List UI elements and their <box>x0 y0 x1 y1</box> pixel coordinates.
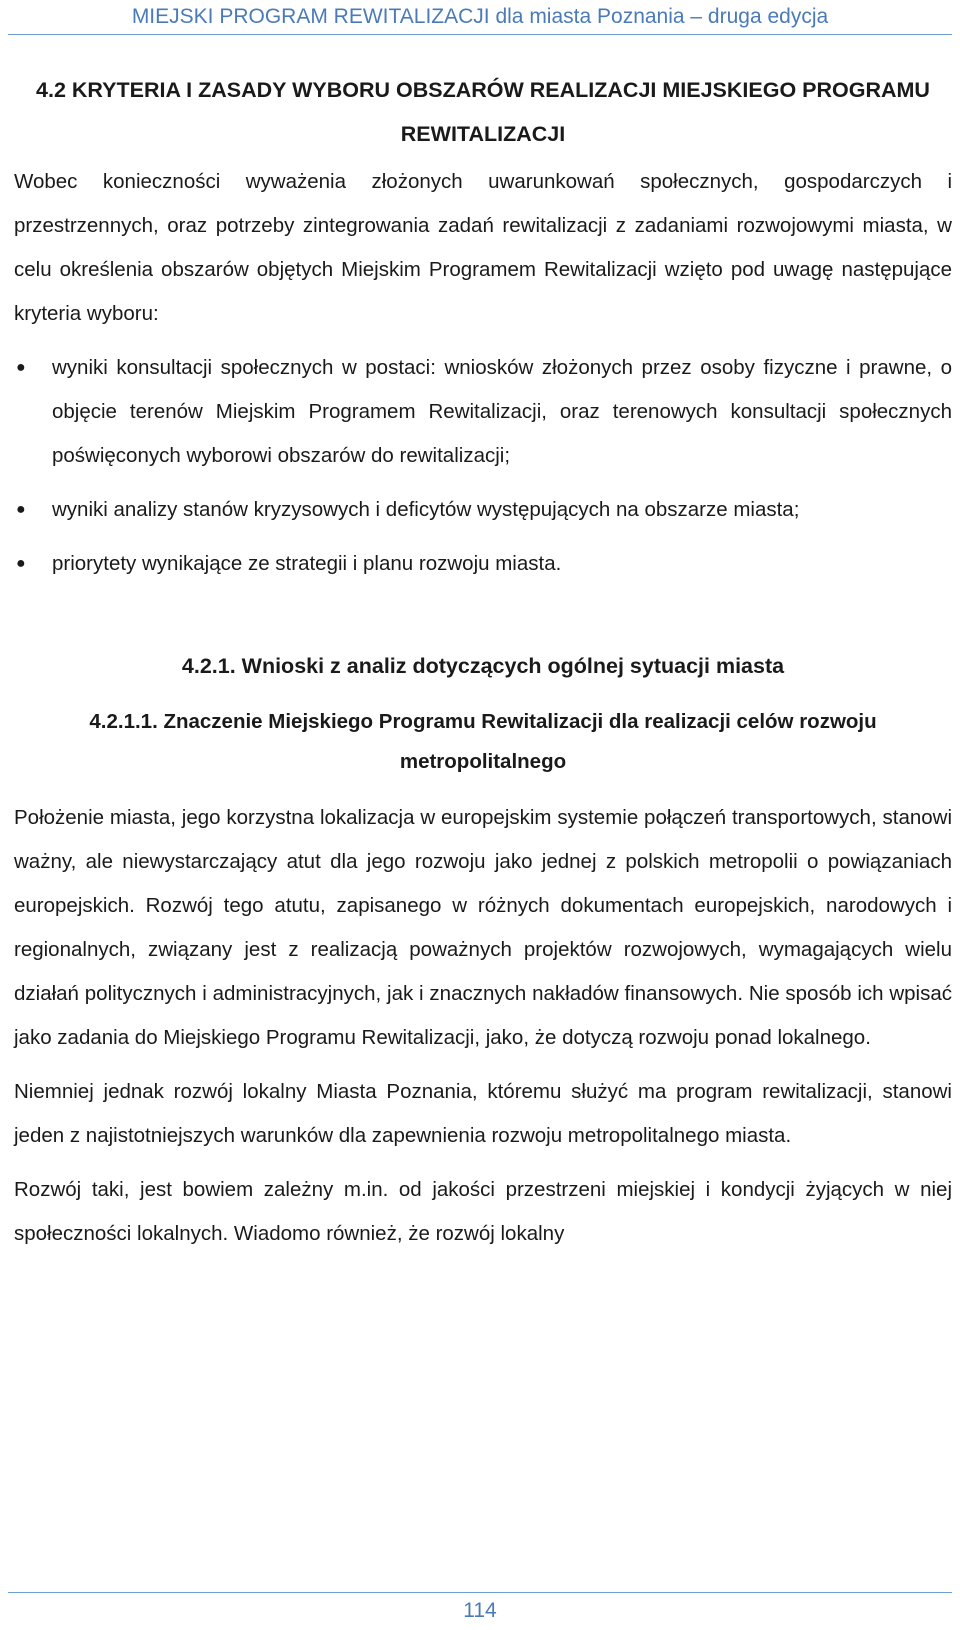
list-item <box>14 542 952 586</box>
list-item <box>14 488 952 532</box>
section-title: 4.2 KRYTERIA I ZASADY WYBORU OBSZARÓW REALIZACJI MIEJSKIEGO PROGRAMU REWITALIZACJI <box>36 78 930 146</box>
running-header-title: MIEJSKI PROGRAM REWITALIZACJI dla miasta Poznania – druga edycja <box>131 5 829 28</box>
page-content <box>14 68 952 1256</box>
list-item-text: priorytety wynikające ze strategii i planu rozwoju miasta. <box>52 552 562 575</box>
bullet-icon: ● <box>16 359 26 376</box>
section-intro: Wobec konieczności wyważenia złożonych uwarunkowań społecznych, gospodarczych i przestrzennych, oraz potrzeby zintegrowania zadań rewitalizacji z zadaniami rozwojowymi miasta, w celu określenia obszarów objętych Miejskim Programem Rewitalizacji wzięto pod uwagę następujące kryteria wyboru: <box>14 170 952 325</box>
subsubsection-title: 4.2.1.1. Znaczenie Miejskiego Programu Rewitalizacji dla realizacji celów rozwoju metropolitalnego <box>89 710 877 773</box>
criteria-list <box>14 346 952 586</box>
subsection-title: 4.2.1. Wnioski z analiz dotyczących ogólnej sytuacji miasta <box>181 654 785 678</box>
bullet-icon: ● <box>16 501 26 518</box>
body-paragraph: Rozwój taki, jest bowiem zależny m.in. od jakości przestrzeni miejskiej i kondycji żyjących w niej społeczności lokalnych. Wiadomo również, że rozwój lokalny <box>14 1178 952 1245</box>
bullet-icon: ● <box>16 555 26 572</box>
list-item-text: wyniki analizy stanów kryzysowych i deficytów występujących na obszarze miasta; <box>52 498 800 521</box>
page-number: 114 <box>463 1599 497 1622</box>
body-paragraph: Położenie miasta, jego korzystna lokalizacja w europejskim systemie połączeń transportowych, stanowi ważny, ale niewystarczający atut dla jego rozwoju jako jednej z polskich metropolii o powiązaniach europejskich. Rozwój tego atutu, zapisanego w różnych dokumentach europejskich, narodowych i regionalnych, związany jest z realizacją poważnych projektów rozwojowych, wymagających wielu działań politycznych i administracyjnych, jak i znacznych nakładów finansowych. Nie sposób ich wpisać jako zadania do Miejskiego Programu Rewitalizacji, jako, że dotyczą rozwoju ponad lokalnego. <box>14 806 952 1049</box>
list-item-text: wyniki konsultacji społecznych w postaci: wniosków złożonych przez osoby fizyczne i prawne, o objęcie terenów Miejskim Programem Rewitalizacji, oraz terenowych konsultacji społecznych poświęconych wyborowi obszarów do rewitalizacji; <box>52 356 952 467</box>
list-item <box>14 346 952 478</box>
header-divider <box>8 34 952 35</box>
body-paragraph: Niemniej jednak rozwój lokalny Miasta Poznania, któremu służyć ma program rewitalizacji, stanowi jeden z najistotniejszych warunków dla zapewnienia rozwoju metropolitalnego miasta. <box>14 1080 952 1147</box>
running-header <box>0 0 960 36</box>
footer-divider <box>8 1592 952 1593</box>
